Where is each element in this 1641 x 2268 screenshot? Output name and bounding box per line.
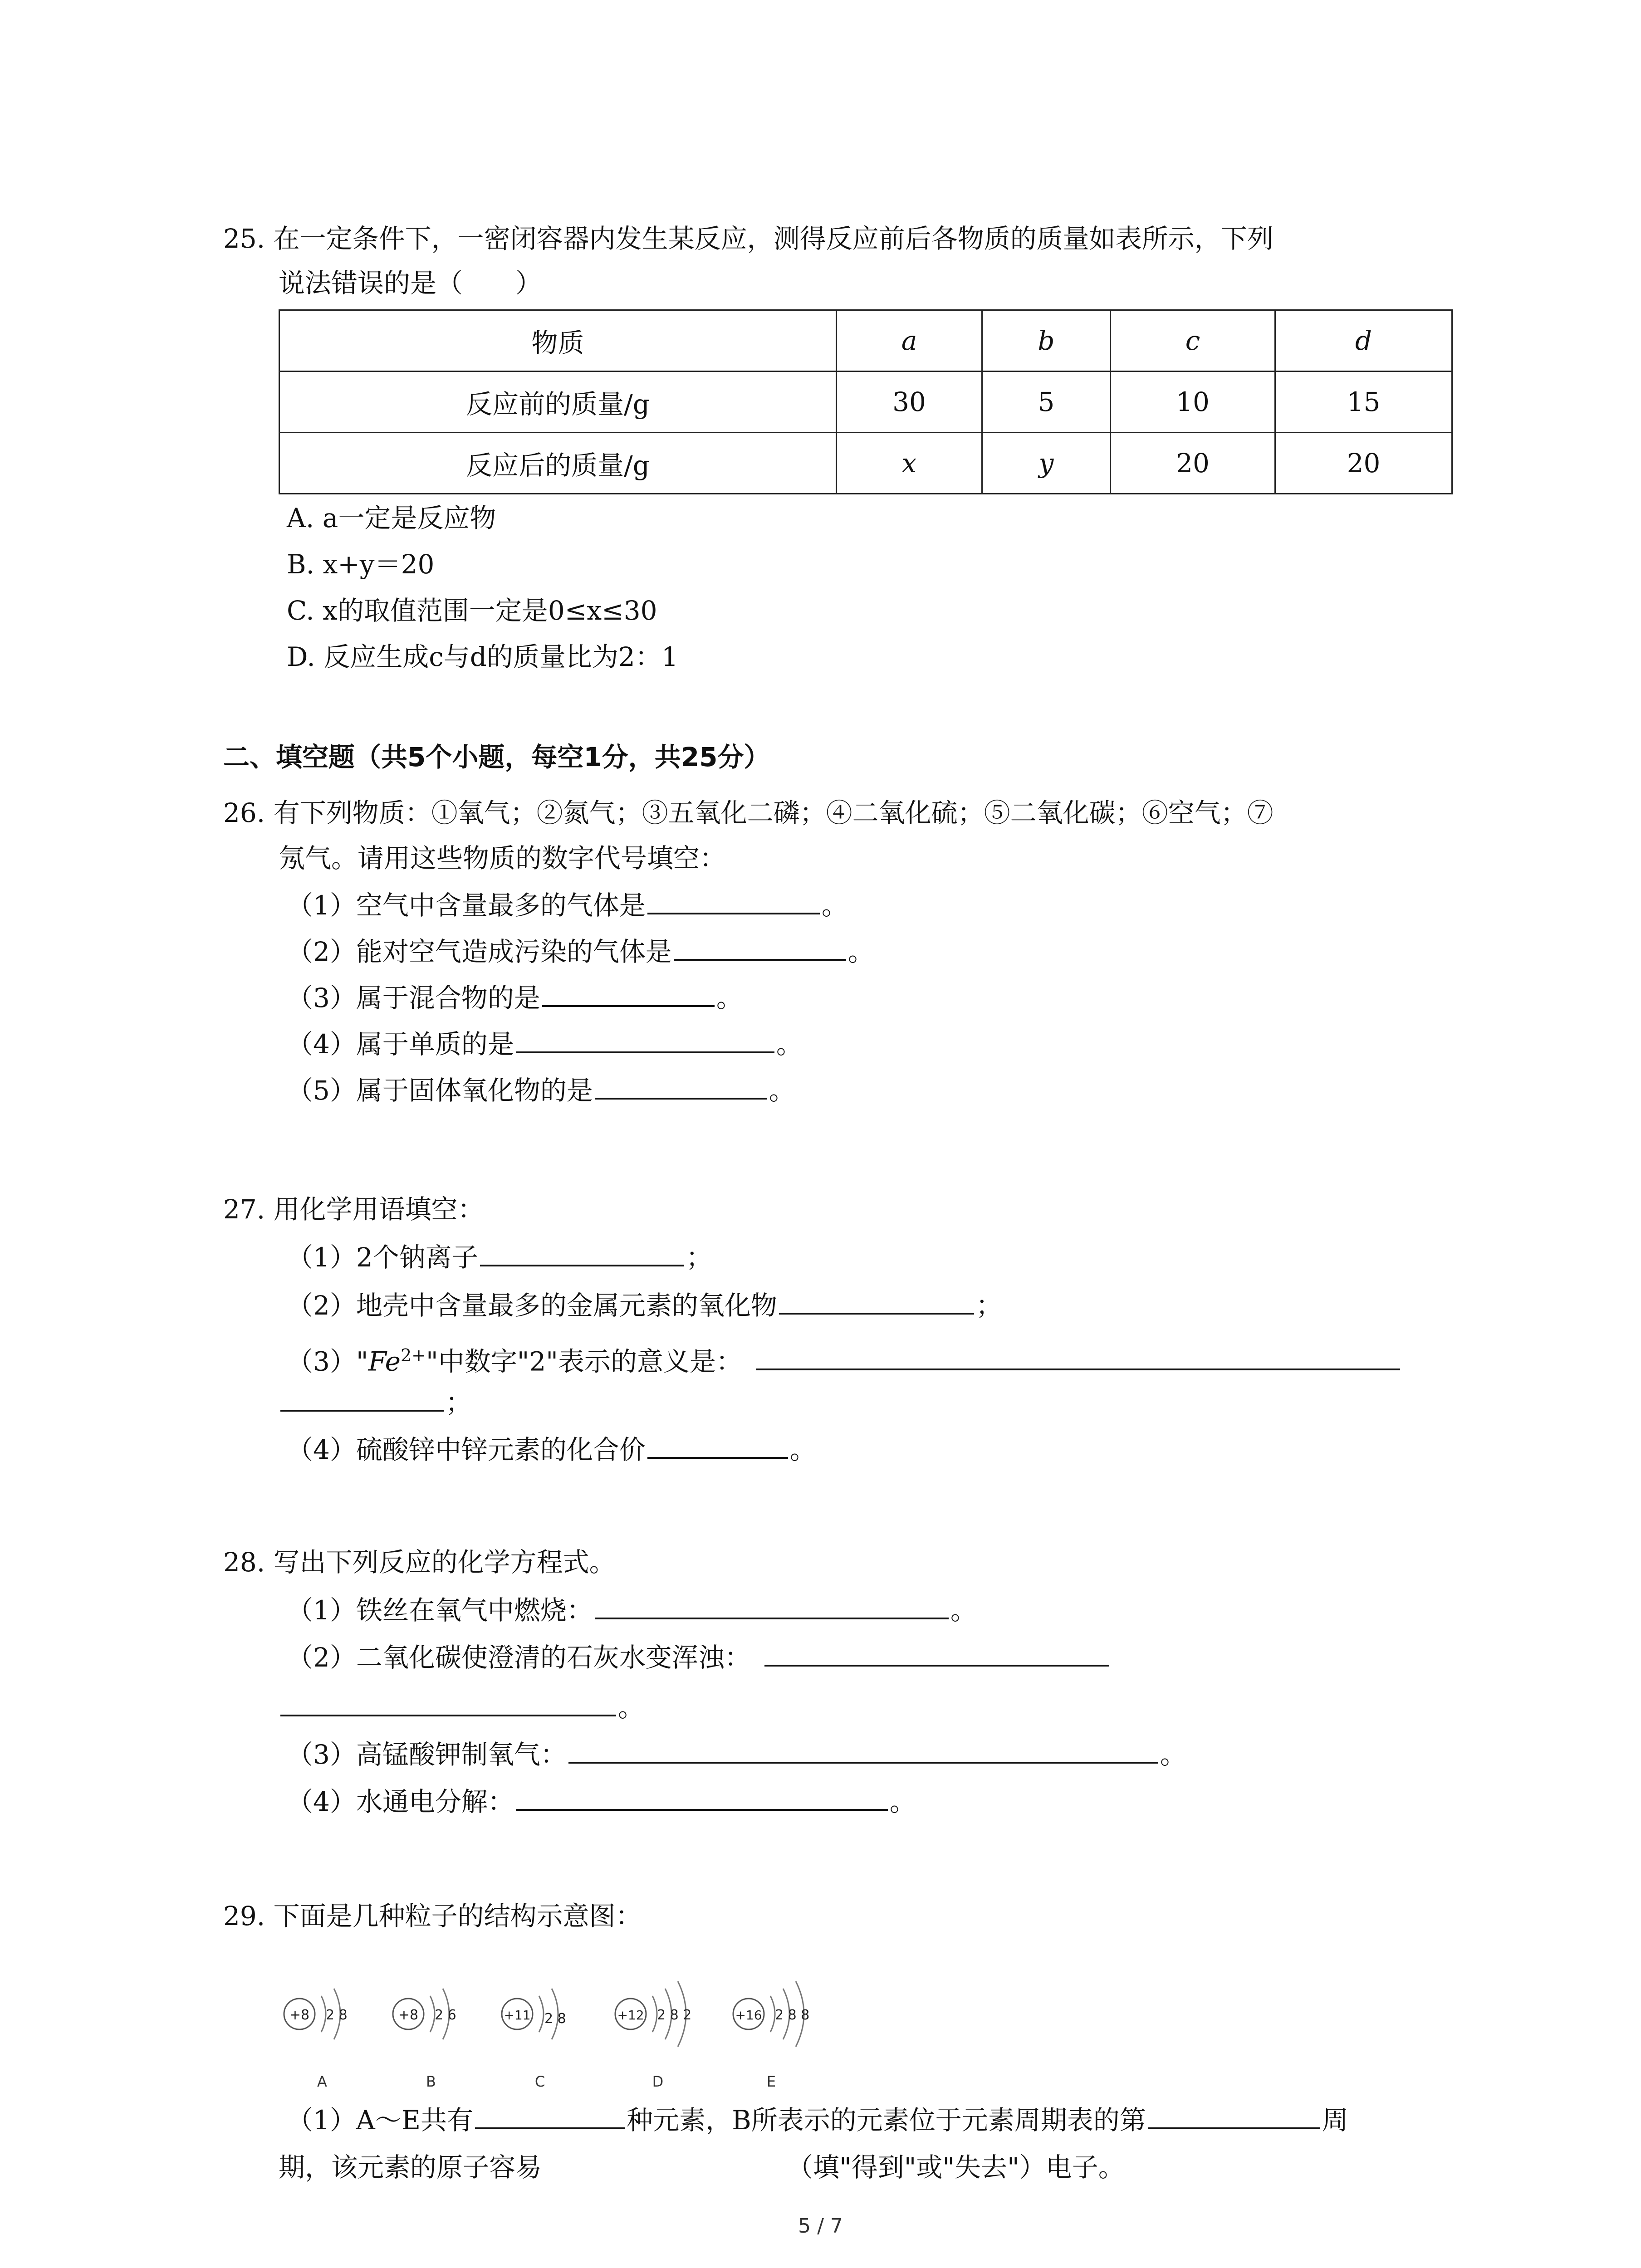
- item-end: 。: [889, 1786, 916, 1817]
- q29-item-continued: [279, 2144, 1125, 2191]
- item-text: （1）A～E共有: [287, 2105, 474, 2136]
- q27-item-continued: [279, 1379, 472, 1426]
- item-end: 。: [789, 1434, 816, 1465]
- answer-blank[interactable]: [542, 980, 715, 1007]
- electron-counts: 2 8: [544, 2011, 566, 2027]
- item-text: 周: [1322, 2105, 1348, 2136]
- section-heading: 二、填空题（共5个小题，每空1分，共25分）: [223, 742, 770, 772]
- electron-counts: 2 8: [326, 2007, 348, 2023]
- q28-item: [287, 1587, 977, 1634]
- atom-label: C: [534, 2073, 545, 2090]
- ion-charge: 2+: [401, 1345, 426, 1365]
- item-end: 。: [950, 1595, 977, 1626]
- item-text: （2）地壳中含量最多的金属元素的氧化物: [287, 1290, 777, 1321]
- nucleus-charge: +16: [735, 2008, 762, 2023]
- atom-structure-diagram: [277, 1964, 867, 2100]
- answer-blank[interactable]: [480, 1239, 684, 1266]
- atom-label: B: [426, 2073, 436, 2090]
- item-text: "中数字"2"表示的意义是：: [426, 1346, 742, 1377]
- q29-item: [287, 2097, 1348, 2144]
- q25-line2: 说法错误的是（ ）: [279, 268, 542, 298]
- item-end: ；: [686, 1242, 712, 1273]
- table-cell: 15: [1275, 371, 1452, 433]
- answer-blank[interactable]: [779, 1287, 974, 1315]
- answer-blank[interactable]: [568, 1736, 1158, 1764]
- answer-blank[interactable]: [280, 1689, 616, 1716]
- table-cell: 20: [1111, 433, 1275, 494]
- item-text: （3）高锰酸钾制氧气：: [287, 1739, 567, 1770]
- table-cell: 反应后的质量/g: [279, 433, 837, 494]
- electron-shell: [321, 1996, 326, 2032]
- item-end: 。: [847, 936, 874, 967]
- q28-line1: 28. 写出下列反应的化学方程式。: [223, 1547, 616, 1578]
- item-text: （2）能对空气造成污染的气体是: [287, 936, 672, 967]
- item-text: （1）铁丝在氧气中燃烧：: [287, 1595, 593, 1626]
- answer-blank[interactable]: [595, 1072, 767, 1100]
- atom-label: D: [652, 2073, 664, 2090]
- table-row: [279, 310, 1452, 371]
- answer-blank[interactable]: [280, 1384, 444, 1412]
- item-text: 期，该元素的原子容易: [279, 2152, 542, 2183]
- atom-b: [393, 1989, 456, 2090]
- nucleus-charge: +12: [617, 2008, 644, 2023]
- table-header-cell: a: [837, 310, 982, 371]
- table-cell: 5: [982, 371, 1111, 433]
- answer-blank[interactable]: [475, 2102, 625, 2129]
- item-text: （5）属于固体氧化物的是: [287, 1075, 593, 1106]
- q27-item: [287, 1234, 712, 1281]
- item-end: ；: [446, 1387, 472, 1418]
- q28-item: [287, 1778, 916, 1825]
- item-text: （4）水通电分解：: [287, 1786, 514, 1817]
- atom-e: [733, 1981, 809, 2090]
- item-text: （2）二氧化碳使澄清的石灰水变浑浊：: [287, 1642, 751, 1673]
- nucleus-charge: +11: [504, 2008, 531, 2023]
- item-end: 。: [1160, 1739, 1186, 1770]
- table-cell: 30: [837, 371, 982, 433]
- item-end: 。: [716, 982, 743, 1013]
- electron-shell: [539, 1996, 544, 2032]
- item-end: 。: [618, 1692, 645, 1723]
- q26-item: [287, 1067, 795, 1114]
- item-text: （填"得到"或"失去"）电子。: [787, 2152, 1125, 2183]
- q26-line1: 26. 有下列物质：①氧气；②氮气；③五氧化二磷；④二氧化硫；⑤二氧化碳；⑥空气；⑦: [223, 797, 1274, 828]
- table-header-cell: 物质: [279, 310, 837, 371]
- electron-counts: 2 8 8: [775, 2007, 810, 2023]
- item-end: ；: [975, 1290, 1002, 1321]
- page-number: 5 / 7: [798, 2214, 843, 2238]
- item-end: 。: [776, 1029, 803, 1060]
- table-cell: 反应前的质量/g: [279, 371, 837, 433]
- q25-option-a: A. a一定是反应物: [287, 503, 496, 533]
- table-row: [279, 433, 1452, 494]
- table-cell: 10: [1111, 371, 1275, 433]
- atom-d: [615, 1981, 691, 2090]
- table-row: [279, 371, 1452, 433]
- item-text: （4）属于单质的是: [287, 1029, 514, 1060]
- item-end: 。: [769, 1075, 795, 1106]
- answer-blank[interactable]: [764, 1639, 1109, 1667]
- table-header-cell: d: [1275, 310, 1452, 371]
- answer-blank[interactable]: [516, 1784, 888, 1811]
- table-cell: x: [837, 433, 982, 494]
- answer-blank[interactable]: [595, 1592, 949, 1619]
- item-text: （4）硫酸锌中锌元素的化合价: [287, 1434, 646, 1465]
- table-cell: y: [982, 433, 1111, 494]
- q25-option-b: B. x+y＝20: [287, 549, 435, 580]
- q25-option-c: C. x的取值范围一定是0≤x≤30: [287, 595, 657, 626]
- electron-counts: 2 8 2: [657, 2007, 692, 2023]
- item-text: （1）空气中含量最多的气体是: [287, 890, 646, 921]
- q28-item: [287, 1731, 1186, 1778]
- q27-item: [287, 1282, 1002, 1329]
- q26-item: [287, 882, 848, 929]
- q25-line1: 25. 在一定条件下，一密闭容器内发生某反应，测得反应前后各物质的质量如表所示，下列: [223, 223, 1274, 254]
- q27-item: [287, 1332, 1402, 1385]
- item-text: （1）2个钠离子: [287, 1242, 478, 1273]
- nucleus-charge: +8: [289, 2007, 310, 2023]
- answer-blank[interactable]: [674, 934, 846, 961]
- q26-item: [287, 1021, 803, 1068]
- item-end: 。: [821, 890, 848, 921]
- q28-item-continued: [279, 1684, 644, 1731]
- q28-item: [287, 1634, 1111, 1681]
- answer-blank[interactable]: [647, 887, 820, 914]
- q26-item: [287, 974, 743, 1022]
- q27-item: [287, 1426, 816, 1473]
- electron-shell: [430, 1996, 435, 2032]
- answer-blank[interactable]: [1148, 2102, 1320, 2129]
- q25-option-d: D. 反应生成c与d的质量比为2：1: [287, 641, 678, 672]
- atom-label: E: [766, 2073, 776, 2090]
- nucleus-charge: +8: [398, 2007, 419, 2023]
- electron-shell: [652, 1996, 657, 2032]
- table-header-cell: b: [982, 310, 1111, 371]
- table-header-cell: c: [1111, 310, 1275, 371]
- table-cell: 20: [1275, 433, 1452, 494]
- q29-line1: 29. 下面是几种粒子的结构示意图：: [223, 1901, 642, 1931]
- electron-counts: 2 6: [435, 2007, 456, 2023]
- electron-shell: [770, 1996, 775, 2032]
- item-text: 种元素，B所表示的元素位于元素周期表的第: [627, 2105, 1146, 2136]
- atom-c: [502, 1989, 566, 2090]
- atom-a: [284, 1989, 348, 2090]
- answer-blank[interactable]: [516, 1026, 774, 1053]
- answer-blank[interactable]: [647, 1432, 788, 1459]
- mass-table: [279, 309, 1453, 494]
- q26-item: [287, 928, 874, 975]
- item-text: （3）属于混合物的是: [287, 982, 540, 1013]
- item-text: （3）": [287, 1346, 368, 1377]
- answer-blank[interactable]: [756, 1343, 1400, 1370]
- atom-label: A: [317, 2073, 327, 2090]
- q26-line2: 氖气。请用这些物质的数字代号填空：: [279, 843, 726, 874]
- ion-symbol: Fe: [368, 1346, 401, 1377]
- q27-line1: 27. 用化学用语填空：: [223, 1194, 484, 1225]
